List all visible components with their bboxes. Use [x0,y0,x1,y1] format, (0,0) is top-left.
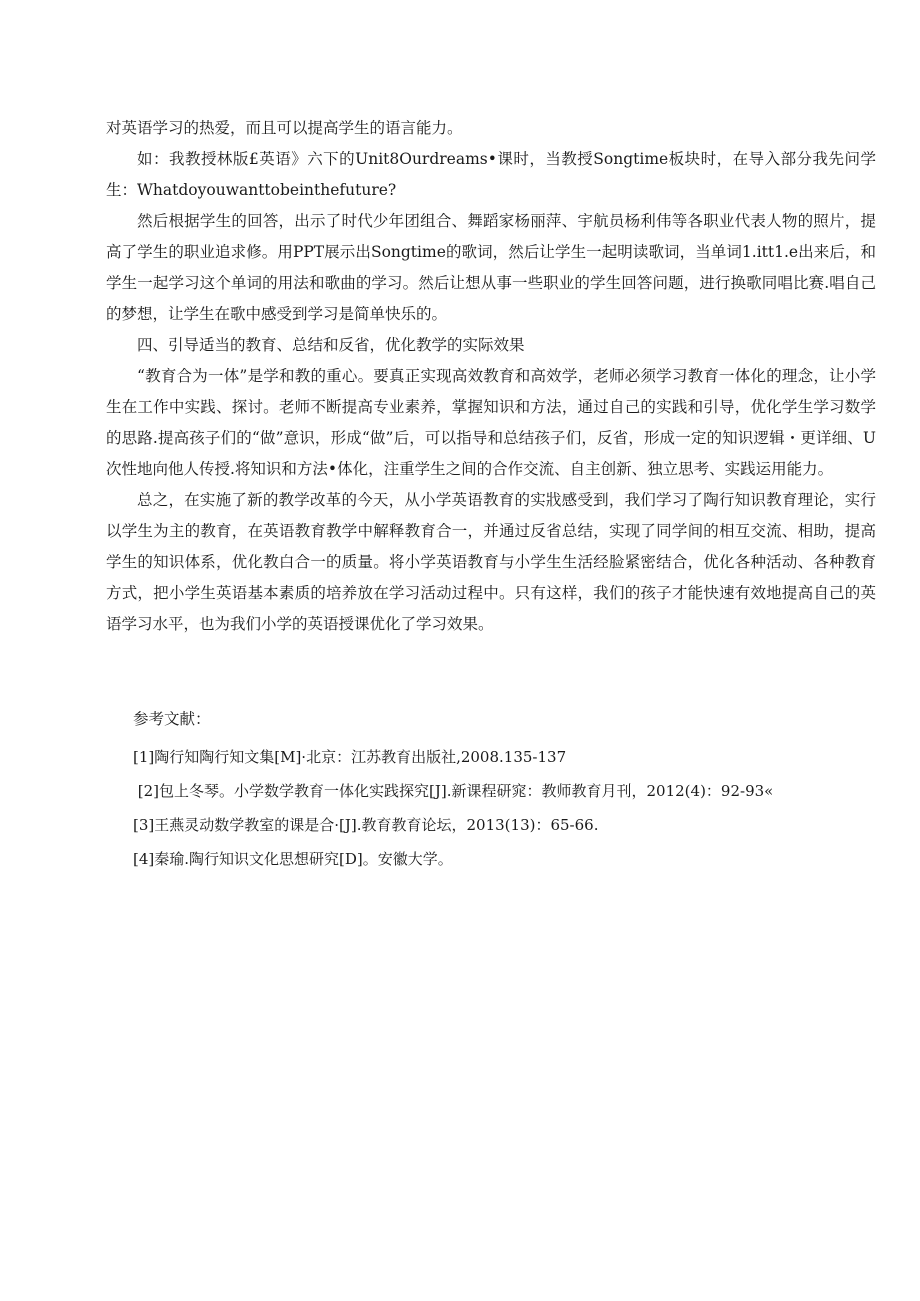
paragraph-example: 如：我教授林版£英语》六下的Unit8Ourdreams•课时，当教授Songtime板块时，在导入部分我先问学生：Whatdoyouwanttobeinthefuture? [106,150,876,199]
reference-item: [2]包上冬琴。小学数学教育一体化实践探究[J].新课程研窕：教师教育月刊，2012(4)：92-93« [133,782,774,800]
paragraph-conclusion: 总之，在实施了新的教学改革的今天，从小学英语教育的实戕感受到，我们学习了陶行知识教育理论，实行以学生为主的教育，在英语教育教学中解释教育合一，并通过反省总结，实现了同学间的相互交流、相助，提高学生的知识体系，优化教白合一的质量。将小学英语教育与小学生生活经脸紧密结合，优化各种活动、各种教育方式，把小学生英语基本素质的培养放在学习活动过程中。只有这样，我们的孩子才能快速有效地提高自己的英语学习水平，也为我们小学的英语授课优化了学习效果。 [106,491,876,633]
reference-item: [4]秦瑜.陶行知识文化思想研究[D]。安徽大学。 [133,850,453,868]
section-heading-four: 四、引导适当的教育、总结和反省，优化教学的实际效果 [137,336,525,354]
references-section [133,706,873,876]
references-title: 参考文献： [133,710,211,728]
paragraph-continuation: 对英语学习的热爱，而且可以提高学生的语言能力。 [106,119,463,137]
paragraph-response: 然后根据学生的回答，出示了时代少年团组合、舞蹈家杨丽萍、宇航员杨利伟等各职业代表人物的照片，提高了学生的职业追求修。用PPT展示出Songtime的歌词，然后让学生一起明读歌词，当单词1.itt1.e出来后，和学生一起学习这个单词的用法和歌曲的学习。然后让想从事一些职业的学生回答问题，进行换歌同唱比赛.唱自己的梦想，让学生在歌中感受到学习是简单快乐的。 [106,212,876,323]
reference-item: [1]陶行知陶行知文集[M]·北京：江苏教育出版社,2008.135-137 [133,748,567,766]
body-text [106,113,876,640]
reference-item: [3]王燕灵动数学教室的课是合·[J].教育教育论坛，2013(13)：65-66. [133,816,599,834]
paragraph-integration: “教育合为一体”是学和教的重心。要真正实现高效教育和高效学，老师必须学习教育一体化的理念，让小学生在工作中实践、探讨。老师不断提高专业素养，掌握知识和方法，通过自己的实践和引导，优化学生学习数学的思路.提高孩子们的“做”意识，形成“做”后，可以指导和总结孩子们，反省，形成一定的知识逻辑・更详细、U次性地向他人传授.将知识和方法•体化，注重学生之间的合作交流、自主创新、独立思考、实践运用能力。 [106,367,876,478]
